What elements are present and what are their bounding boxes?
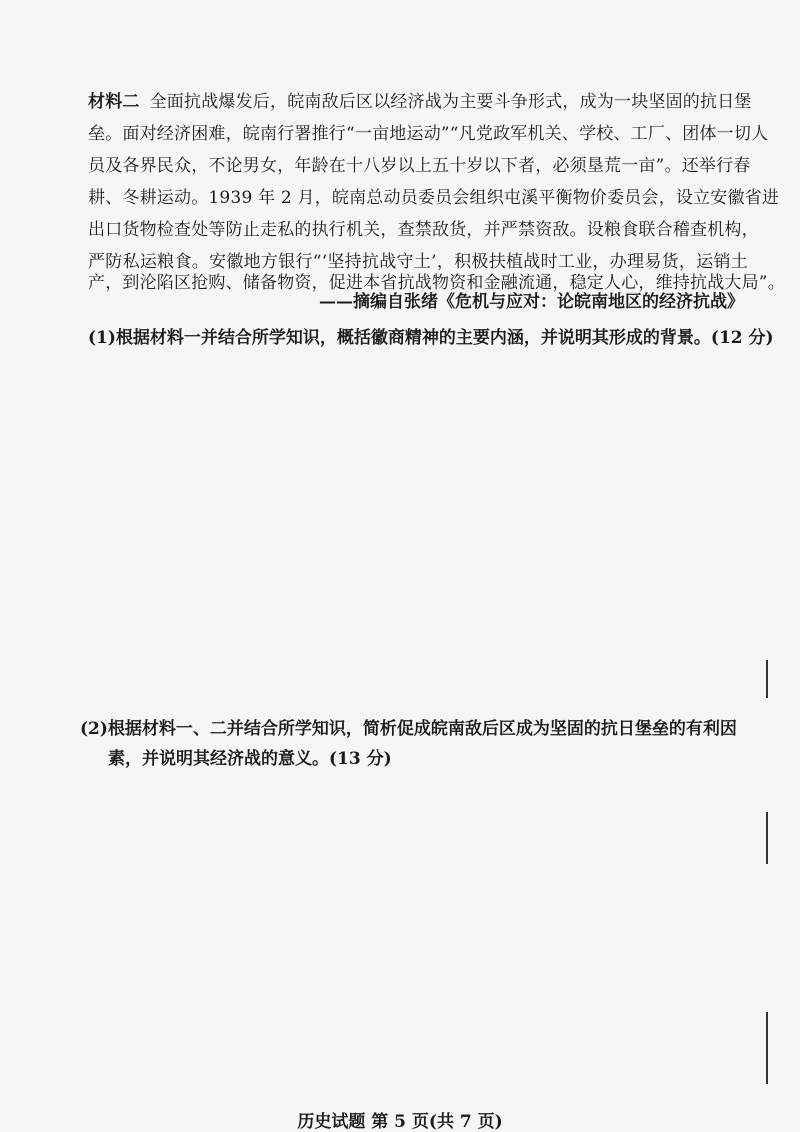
margin-mark [766, 660, 768, 698]
page-footer: 历史试题 第 5 页(共 7 页) [297, 1112, 503, 1132]
question-2-line-2: 素，并说明其经济战的意义。(13 分) [108, 749, 392, 769]
question-2-line-1: (2)根据材料一、二并结合所学知识，简析促成皖南敌后区成为坚固的抗日堡垒的有利因 [80, 719, 737, 739]
material-line-5: 出口货物检查处等防止走私的执行机关，查禁敌货，并严禁资敌。设粮食联合稽查机构， [88, 220, 759, 240]
material-line-4: 耕、冬耕运动。1939 年 2 月，皖南总动员委员会组织屯溪平衡物价委员会，设立安徽省进 [88, 188, 780, 208]
material-text: 全面抗战爆发后，皖南敌后区以经济战为主要斗争形式，成为一块坚固的抗日堡 [149, 92, 752, 112]
material-source: ——摘编自张绪《危机与应对：论皖南地区的经济抗战》 [319, 292, 744, 312]
margin-mark [766, 812, 768, 864]
material-label: 材料二 [88, 92, 140, 112]
material-line-7: 产，到沦陷区抢购、储备物资，促进本省抗战物资和金融流通，稳定人心，维持抗战大局”。 [88, 273, 785, 293]
material-line-2: 垒。面对经济困难，皖南行署推行“一亩地运动”“凡党政军机关、学校、工厂、团体一切人 [88, 124, 769, 144]
margin-mark [766, 1012, 768, 1084]
material-line-3: 员及各界民众，不论男女，年龄在十八岁以上五十岁以下者，必须垦荒一亩”。还举行春 [88, 156, 751, 176]
material-line-1 [88, 91, 752, 113]
material-line-6: 严防私运粮食。安徽地方银行“‘坚持抗战守土’，积极扶植战时工业，办理易货，运销土 [88, 252, 748, 272]
question-1: (1)根据材料一并结合所学知识，概括徽商精神的主要内涵，并说明其形成的背景。(12 分) [88, 328, 774, 348]
